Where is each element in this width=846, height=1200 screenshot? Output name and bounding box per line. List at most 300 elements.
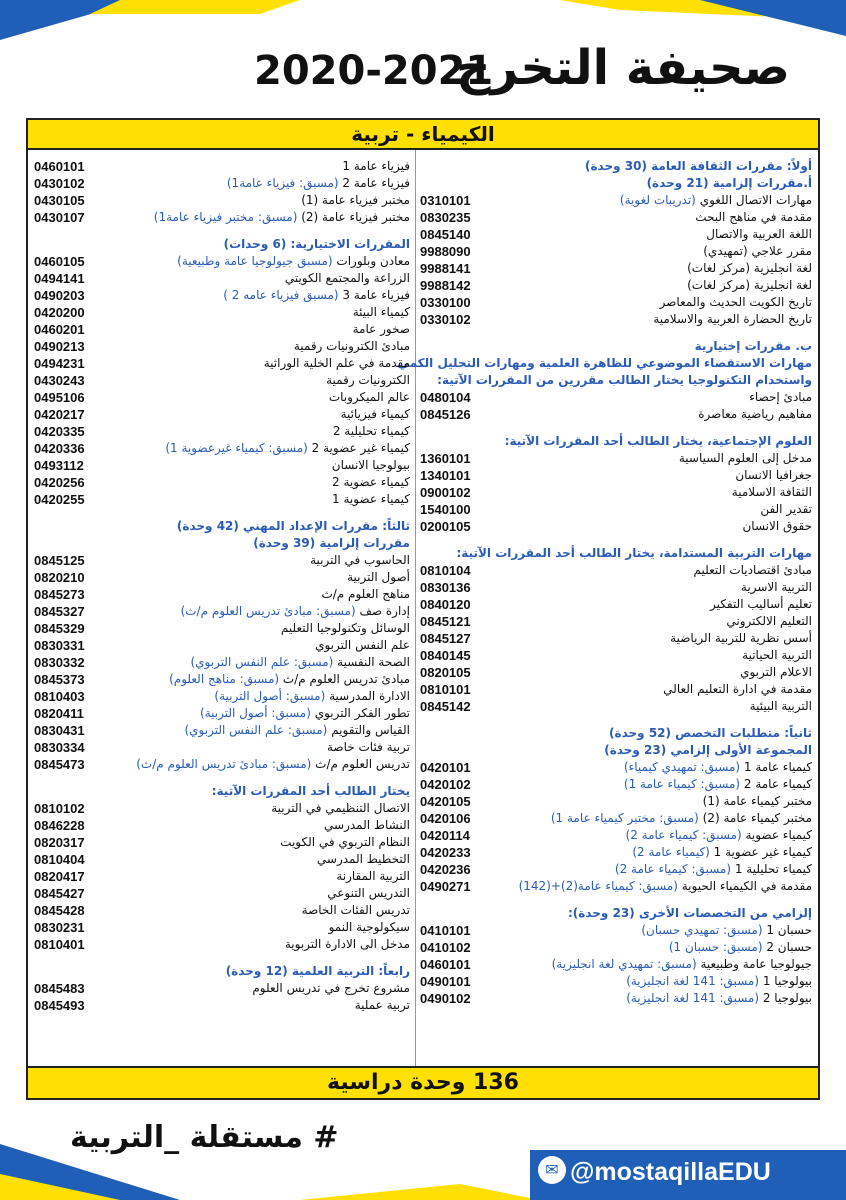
course-prerequisite: (مسبق: تمهيدي حسبان) (641, 923, 767, 937)
course-row (34, 270, 410, 287)
course-prerequisite: (مسبق: مبادئ تدريس العلوم م/ث) (136, 757, 316, 771)
course-row (420, 406, 812, 423)
course-name: مشروع تخرج في تدريس العلوم (252, 981, 410, 995)
course-code: 0200105 (420, 519, 471, 534)
section-heading-text: أ.مقررات إلزامية (21 وحدة) (646, 176, 812, 190)
course-row (34, 902, 410, 919)
course-code: 0420114 (420, 828, 470, 843)
course-code: 0845126 (420, 407, 471, 422)
section-heading-text: ثانياً: متطلبات التخصص (52 وحدة) (609, 726, 812, 740)
course-code: 0845142 (420, 699, 471, 714)
course-prerequisite: (مسبق جيولوجيا عامة وطبيعية) (177, 254, 337, 268)
course-name: جغرافيا الانسان (735, 468, 812, 482)
course-row (420, 613, 812, 630)
course-code: 0420236 (420, 862, 471, 877)
section-heading (420, 905, 812, 922)
section-heading-text: مهارات التربية المستدامة، يختار الطالب أحد المقررات الآتية: (456, 546, 812, 560)
section-heading-text: ثالثاً: مقررات الإعداد المهني (42 وحدة) (176, 519, 410, 533)
course-row (420, 810, 812, 827)
section-heading (420, 433, 812, 450)
course-name: مبادئ إحصاء (749, 390, 812, 404)
top-decoration (0, 0, 846, 40)
spacer (34, 226, 410, 236)
course-name: أصول التربية (347, 570, 410, 584)
course-name: تربية عملية (354, 998, 410, 1012)
course-row (34, 355, 410, 372)
course-code: 0845373 (34, 672, 85, 687)
course-row (34, 321, 410, 338)
course-name: كيمياء عضوية (مسبق: كيمياء عامة 2) (625, 828, 812, 842)
course-code: 0845473 (34, 757, 85, 772)
course-name: مناهج العلوم م/ث (321, 587, 410, 601)
course-name: إدارة صف (مسبق: مبادئ تدريس العلوم م/ث) (180, 604, 410, 618)
course-code: 0460105 (34, 254, 85, 269)
course-name: التخطيط المدرسي (316, 852, 410, 866)
course-prerequisite: (مسبق: علم النفس التربوي) (190, 655, 338, 669)
course-code: 1340101 (420, 468, 471, 483)
course-code: 0845428 (34, 903, 85, 918)
course-code: 0830136 (420, 580, 471, 595)
course-code: 0810401 (34, 937, 85, 952)
course-name: بيولوجيا 1 (مسبق: 141 لغة انجليزية) (626, 974, 812, 988)
course-row (34, 389, 410, 406)
course-row (420, 844, 812, 861)
course-name: التربية المقارنة (336, 869, 410, 883)
course-row (34, 287, 410, 304)
course-name: الاعلام التربوي (740, 665, 812, 679)
course-code: 9988142 (420, 278, 471, 293)
course-name: كيمياء عامة 1 (مسبق: تمهيدي كيمياء) (623, 760, 812, 774)
course-prerequisite: (مسبق: تمهيدي لغة انجليزية) (551, 957, 701, 971)
course-name: الزراعة والمجتمع الكويتي (284, 271, 410, 285)
twitter-handle[interactable]: @mostaqillaEDU (570, 1158, 771, 1186)
course-row (420, 501, 812, 518)
section-heading (397, 355, 812, 372)
course-prerequisite: (مسبق: مختبر فيزياء عامة1) (153, 210, 302, 224)
course-row (420, 562, 812, 579)
course-row (420, 776, 812, 793)
section-heading (420, 372, 812, 389)
course-row (34, 158, 410, 175)
course-row (420, 956, 812, 973)
section-heading-text: مقررات إلزامية (39 وحدة) (253, 536, 410, 550)
course-row (34, 688, 410, 705)
course-name: كيمياء فيزيائية (340, 407, 410, 421)
spacer (420, 423, 812, 433)
course-code: 0494141 (34, 271, 85, 286)
course-name: مدخل إلى العلوم السياسية (678, 451, 812, 465)
course-code: 0845329 (34, 621, 85, 636)
course-code: 0420336 (34, 441, 85, 456)
course-name: أسس نظرية للتربية الرياضية (670, 631, 812, 645)
course-name: مبادئ تدريس العلوم م/ث (مسبق: مناهج العلوم) (169, 672, 410, 686)
course-prerequisite: (مسبق: مناهج العلوم) (169, 672, 283, 686)
course-code: 0420256 (34, 475, 85, 490)
course-code: 0460201 (34, 322, 85, 337)
column-divider (415, 150, 416, 1066)
spacer (34, 773, 410, 783)
course-prerequisite: (مسبق فيزياء عامه 2 ) (223, 288, 343, 302)
section-heading (420, 158, 812, 175)
course-code: 0820210 (34, 570, 85, 585)
course-name: مبادئ اقتصاديات التعليم (693, 563, 812, 577)
spacer (34, 508, 410, 518)
course-row (34, 705, 410, 722)
course-code: 0420106 (420, 811, 471, 826)
course-name: مهارات الاتصال اللغوي (تدريبات لغوية) (619, 193, 812, 207)
course-code: 0460101 (420, 957, 471, 972)
course-name: الثقافة الاسلامية (731, 485, 812, 499)
course-code: 0430107 (34, 210, 85, 225)
course-name: كيمياء تحليلية 1 (مسبق: كيمياء عامة 2) (614, 862, 812, 876)
course-code: 0845427 (34, 886, 85, 901)
course-row (34, 868, 410, 885)
course-name: بيولوجيا الانسان (331, 458, 410, 472)
course-row (34, 834, 410, 851)
course-code: 0490101 (420, 974, 471, 989)
course-name: الاتصال التنظيمي في التربية (271, 801, 410, 815)
course-row (34, 586, 410, 603)
course-name: تربية فئات خاصة (327, 740, 410, 754)
course-row (34, 817, 410, 834)
course-name: سيكولوجية النمو (328, 920, 410, 934)
course-code: 0845273 (34, 587, 85, 602)
course-code: 0830431 (34, 723, 85, 738)
major-banner: الكيمياء - تربية (26, 118, 820, 150)
course-prerequisite: (مسبق: أصول التربية) (200, 706, 315, 720)
course-row (420, 973, 812, 990)
course-prerequisite: (مسبق: كيمياء عامة(2)+(142) (518, 879, 682, 893)
course-row (420, 311, 812, 328)
course-row (34, 800, 410, 817)
course-row (34, 620, 410, 637)
course-name: مقدمة في ادارة التعليم العالي (663, 682, 812, 696)
course-code: 0810102 (34, 801, 85, 816)
course-row (34, 980, 410, 997)
course-code: 0830331 (34, 638, 85, 653)
course-name: كيمياء البيئة (352, 305, 410, 319)
course-row (34, 851, 410, 868)
course-code: 0490213 (34, 339, 85, 354)
course-name: فيزياء عامة 2 (مسبق: فيزياء عامة1) (226, 176, 410, 190)
spacer (420, 895, 812, 905)
course-name: كيمياء عامة 2 (مسبق: كيمياء عامة 1) (623, 777, 812, 791)
section-heading-text: رابعاً: التربية العلمية (12 وحدة) (225, 964, 410, 978)
course-name: التربية البيئية (749, 699, 812, 713)
course-row (34, 457, 410, 474)
section-heading-text: أولاً: مقررات الثقافة العامة (30 وحدة) (584, 159, 812, 173)
course-code: 0490271 (420, 879, 471, 894)
course-name: كيمياء غير عضوية 2 (مسبق: كيمياء غيرعضوية 1) (165, 441, 410, 455)
section-heading-text: ب. مقررات إختيارية (694, 339, 812, 353)
course-row (420, 596, 812, 613)
section-heading-text: يختار الطالب أحد المقررات الآتية: (211, 784, 410, 798)
course-code: 0410102 (420, 940, 471, 955)
course-code: 0820105 (420, 665, 471, 680)
total-units-banner: 136 وحدة دراسية (26, 1066, 820, 1100)
course-name: الوسائل وتكنولوجيا التعليم (280, 621, 410, 635)
course-name: تاريخ الكويت الحديث والمعاصر (659, 295, 812, 309)
course-row (34, 936, 410, 953)
course-name: مختبر فيزياء عامة (1) (301, 193, 410, 207)
course-row (420, 647, 812, 664)
course-name: مقدمة في علم الخلية الوراثية (263, 356, 410, 370)
course-code: 0840120 (420, 597, 471, 612)
course-row (34, 423, 410, 440)
course-code: 0830235 (420, 210, 471, 225)
course-name: مبادئ الكترونيات رقمية (293, 339, 410, 353)
course-name: اللغة العربية والاتصال (706, 227, 812, 241)
course-row (34, 406, 410, 423)
course-code: 0420101 (420, 760, 471, 775)
course-row (34, 372, 410, 389)
course-name: عالم الميكروبات (328, 390, 410, 404)
course-code: 0820411 (34, 706, 84, 721)
course-name: صخور عامة (352, 322, 410, 336)
course-row (34, 440, 410, 457)
course-code: 0490203 (34, 288, 85, 303)
course-code: 0420217 (34, 407, 85, 422)
course-row (420, 579, 812, 596)
course-row (34, 338, 410, 355)
section-heading (34, 783, 410, 800)
course-code: 0430243 (34, 373, 85, 388)
section-heading-text: مهارات الاستقصاء الموضوعي للظاهرة العلمية ومهارات التحليل الكمي (397, 356, 812, 370)
course-row (34, 192, 410, 209)
section-heading (420, 175, 812, 192)
course-row (420, 192, 812, 209)
course-row (34, 569, 410, 586)
section-heading (420, 742, 812, 759)
course-name: الادارة المدرسية (مسبق: أصول التربية) (214, 689, 410, 703)
course-row (34, 491, 410, 508)
course-code: 0830332 (34, 655, 85, 670)
course-name: تقدير الفن (760, 502, 812, 516)
course-code: 0490102 (420, 991, 471, 1006)
course-name: التربية الحياتية (742, 648, 812, 662)
course-name: تطور الفكر التربوي (مسبق: أصول التربية) (200, 706, 410, 720)
course-code: 0830231 (34, 920, 85, 935)
course-row (420, 277, 812, 294)
course-row (34, 739, 410, 756)
course-code: 0845493 (34, 998, 85, 1013)
section-heading-text: العلوم الإجتماعية، يختار الطالب أحد المقررات الآتية: (504, 434, 812, 448)
course-row (34, 637, 410, 654)
course-code: 0420102 (420, 777, 471, 792)
course-code: 0845327 (34, 604, 85, 619)
course-row (420, 260, 812, 277)
title-text: صحيفة التخرج (455, 40, 790, 96)
right-column (397, 158, 812, 1007)
course-prerequisite: (مسبق: كيمياء غيرعضوية 1) (165, 441, 312, 455)
course-code: 1540100 (420, 502, 471, 517)
course-row (420, 518, 812, 535)
course-row (34, 722, 410, 739)
course-code: 0420335 (34, 424, 85, 439)
course-code: 0495106 (34, 390, 85, 405)
spacer (34, 953, 410, 963)
course-code: 0420105 (420, 794, 471, 809)
course-name: فيزياء عامة 3 (مسبق فيزياء عامه 2 ) (223, 288, 410, 302)
course-row (34, 997, 410, 1014)
course-name: التربية الاسرية (740, 580, 812, 594)
course-row (420, 467, 812, 484)
course-row (420, 450, 812, 467)
course-row (34, 175, 410, 192)
course-code: 0310101 (420, 193, 471, 208)
course-code: 0430102 (34, 176, 85, 191)
course-name: بيولوجيا 2 (مسبق: 141 لغة انجليزية) (626, 991, 812, 1005)
section-heading (420, 545, 812, 562)
course-code: 0845127 (420, 631, 471, 646)
course-name: فيزياء عامة 1 (342, 159, 410, 173)
twitter-bird-icon: ✉ (538, 1156, 566, 1184)
course-name: مقرر علاجي (تمهيدي) (703, 244, 812, 258)
course-code: 0330102 (420, 312, 471, 327)
course-code: 0845483 (34, 981, 85, 996)
course-name: مفاهيم رياضية معاصرة (698, 407, 812, 421)
course-row (34, 671, 410, 688)
course-prerequisite: (مسبق: تمهيدي كيمياء) (623, 760, 744, 774)
course-name: تدريس العلوم م/ث (مسبق: مبادئ تدريس العلوم م/ث) (136, 757, 410, 771)
course-name: لغة انجليزية (مركز لغات) (687, 278, 812, 292)
course-prerequisite: (مسبق: فيزياء عامة1) (226, 176, 343, 190)
section-heading-text: واستخدام التكنولوجيا يختار الطالب مقررين من المقررات الآتية: (437, 373, 812, 387)
course-name: مختبر كيمياء عامة (1) (702, 794, 812, 808)
course-name: معادن وبلورات (مسبق جيولوجيا عامة وطبيعية) (177, 254, 410, 268)
course-row (420, 664, 812, 681)
course-prerequisite: (مسبق: مبادئ تدريس العلوم م/ث) (180, 604, 360, 618)
course-code: 0900102 (420, 485, 471, 500)
course-code: 0420255 (34, 492, 85, 507)
course-row (420, 878, 812, 895)
course-row (34, 654, 410, 671)
course-prerequisite: (مسبق: أصول التربية) (214, 689, 330, 703)
course-prerequisite: (مسبق: 141 لغة انجليزية) (626, 991, 763, 1005)
course-name: تدريس الفئات الخاصة (301, 903, 410, 917)
course-code: 0420233 (420, 845, 471, 860)
course-code: 0846228 (34, 818, 85, 833)
course-name: حسبان 1 (مسبق: تمهيدي حسبان) (641, 923, 812, 937)
course-name: القياس والتقويم (مسبق: علم النفس التربوي) (184, 723, 410, 737)
left-column (34, 158, 410, 1014)
course-row (34, 756, 410, 773)
section-heading (34, 236, 410, 253)
course-code: 0494231 (34, 356, 85, 371)
course-row (420, 698, 812, 715)
course-row (420, 243, 812, 260)
course-row (34, 919, 410, 936)
course-code: 0493112 (34, 458, 84, 473)
course-name: التعليم الالكتروني (726, 614, 812, 628)
course-row (420, 990, 812, 1007)
section-heading (34, 963, 410, 980)
course-code: 1360101 (420, 451, 471, 466)
course-row (420, 793, 812, 810)
section-heading (420, 725, 812, 742)
course-name: التدريس التنوعي (327, 886, 410, 900)
course-prerequisite: (تدريبات لغوية) (619, 193, 700, 207)
course-code: 9988141 (420, 261, 471, 276)
course-row (420, 209, 812, 226)
course-row (420, 484, 812, 501)
course-prerequisite: (مسبق: مختبر كيمياء عامة 1) (550, 811, 703, 825)
hashtag: # مستقلة _التربية (70, 1120, 339, 1155)
course-row (420, 922, 812, 939)
section-heading-text: المجموعة الأولى إلزامي (23 وحدة) (604, 743, 812, 757)
title-years: 2020-2021 (254, 48, 494, 94)
course-name: النشاط المدرسي (324, 818, 410, 832)
section-heading-text: إلزامي من التخصصات الأخرى (23 وحدة): (567, 906, 812, 920)
course-name: كيمياء عضوية 1 (332, 492, 410, 506)
course-name: مختبر فيزياء عامة (2) (مسبق: مختبر فيزياء عامة1) (153, 210, 410, 224)
course-code: 0810404 (34, 852, 85, 867)
course-row (420, 681, 812, 698)
course-row (420, 759, 812, 776)
section-heading (420, 338, 812, 355)
course-code: 0810104 (420, 563, 471, 578)
course-row (420, 294, 812, 311)
course-prerequisite: (مسبق: كيمياء عامة 2) (614, 862, 735, 876)
course-name: حسبان 2 (مسبق: حسبان 1) (668, 940, 812, 954)
course-prerequisite: (مسبق: 141 لغة انجليزية) (626, 974, 763, 988)
course-name: الصحة النفسية (مسبق: علم النفس التربوي) (190, 655, 410, 669)
course-row (420, 389, 812, 406)
course-code: 0845140 (420, 227, 471, 242)
course-name: تعليم أساليب التفكير (710, 597, 812, 611)
course-row (420, 226, 812, 243)
spacer (420, 328, 812, 338)
course-row (34, 885, 410, 902)
course-row (34, 209, 410, 226)
course-name: مقدمة في الكيمياء الحيوية (مسبق: كيمياء عامة(2)+(142) (518, 879, 812, 893)
course-code: 0460101 (34, 159, 85, 174)
course-name: الكترونيات رقمية (326, 373, 410, 387)
course-name: كيمياء تحليلية 2 (332, 424, 410, 438)
section-heading (34, 535, 410, 552)
course-row (34, 474, 410, 491)
course-prerequisite: (مسبق: كيمياء عامة 1) (623, 777, 744, 791)
course-prerequisite: (مسبق: علم النفس التربوي) (184, 723, 332, 737)
course-name: مدخل الى الادارة التربوية (284, 937, 410, 951)
course-code: 0820317 (34, 835, 85, 850)
spacer (420, 535, 812, 545)
course-name: مختبر كيمياء عامة (2) (مسبق: مختبر كيمياء عامة 1) (550, 811, 812, 825)
course-code: 0810101 (420, 682, 471, 697)
course-name: حقوق الانسان (742, 519, 812, 533)
course-name: جيولوجيا عامة وطبيعية (مسبق: تمهيدي لغة انجليزية) (551, 957, 812, 971)
course-code: 0840145 (420, 648, 471, 663)
course-row (420, 861, 812, 878)
course-name: لغة انجليزية (مركز لغات) (687, 261, 812, 275)
course-name: تاريخ الحضارة العربية والاسلامية (653, 312, 812, 326)
section-heading-text: المقررات الاختيارية: (6 وحدات) (223, 237, 410, 251)
course-name: مقدمة في مناهج البحث (695, 210, 812, 224)
course-row (420, 827, 812, 844)
course-prerequisite: (مسبق: كيمياء عامة 2) (625, 828, 746, 842)
course-name: النظام التربوي في الكويت (280, 835, 410, 849)
course-code: 9988090 (420, 244, 471, 259)
course-code: 0810403 (34, 689, 85, 704)
course-code: 0410101 (420, 923, 471, 938)
course-prerequisite: (كيمياء عامة 2) (632, 845, 714, 859)
course-code: 0845125 (34, 553, 85, 568)
course-name: كيمياء عضوية 2 (332, 475, 410, 489)
course-code: 0845121 (420, 614, 471, 629)
course-prerequisite: (مسبق: حسبان 1) (668, 940, 767, 954)
course-row (420, 630, 812, 647)
course-row (34, 304, 410, 321)
